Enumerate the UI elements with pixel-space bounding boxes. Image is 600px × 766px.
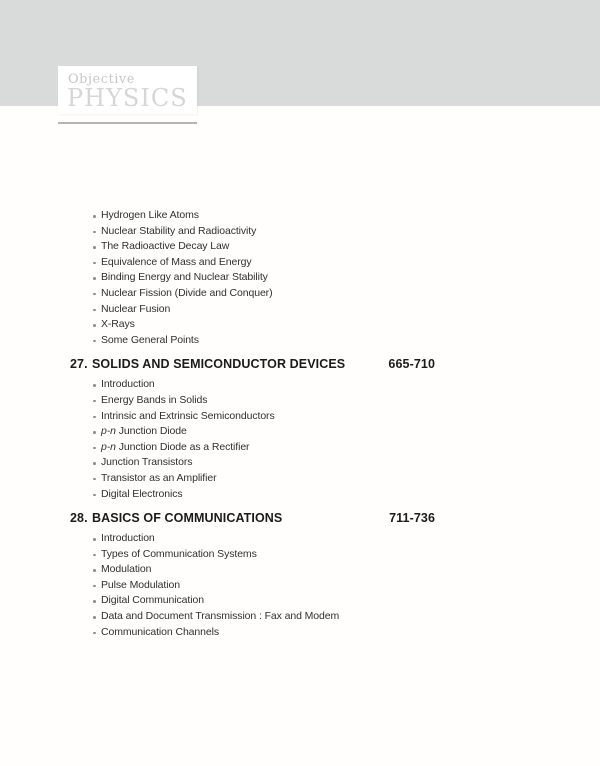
chapter-title: SOLIDS AND SEMICONDUCTOR DEVICES	[92, 357, 346, 372]
toc-item	[0, 424, 600, 440]
chapter-page-range: 665-710	[388, 357, 435, 372]
bullet-icon	[93, 384, 96, 387]
bullet-icon	[93, 632, 96, 635]
chapter-number: 28.	[70, 511, 88, 526]
chapter-heading	[0, 510, 600, 527]
toc-item	[0, 270, 600, 286]
toc-item	[0, 208, 600, 224]
toc-item	[0, 455, 600, 471]
bullet-icon	[93, 600, 96, 603]
toc-item	[0, 409, 600, 425]
toc-item	[0, 255, 600, 271]
toc-item	[0, 547, 600, 563]
toc-item-label: Data and Document Transmission : Fax and Modem	[101, 610, 340, 623]
toc-item	[0, 471, 600, 487]
bullet-icon	[93, 324, 96, 327]
toc-item-italic-prefix: p-n	[101, 425, 116, 438]
bullet-icon	[93, 478, 96, 481]
toc-item	[0, 440, 600, 456]
toc-item	[0, 302, 600, 318]
bullet-icon	[93, 585, 96, 588]
bullet-icon	[93, 293, 96, 296]
bullet-icon	[93, 462, 96, 465]
toc-item-label: Types of Communication Systems	[101, 547, 257, 560]
toc-item-label: Junction Diode as a Rectifier	[115, 440, 250, 453]
bullet-icon	[93, 309, 96, 312]
logo-underline	[58, 122, 197, 124]
toc-item-label: Junction Transistors	[101, 456, 193, 469]
chapter-number: 27.	[70, 357, 88, 372]
toc-item-label: Transistor as an Amplifier	[101, 471, 217, 484]
bullet-icon	[93, 569, 96, 572]
chapter-title: BASICS OF COMMUNICATIONS	[92, 511, 283, 526]
chapter-page-range: 711-736	[389, 511, 435, 526]
toc-item-italic-prefix: p-n	[101, 440, 116, 453]
bullet-icon	[93, 246, 96, 249]
chapter-heading	[0, 356, 600, 373]
toc-item	[0, 487, 600, 503]
toc-item-label: Binding Energy and Nuclear Stability	[101, 271, 268, 284]
logo-physics-text: PHYSICS	[67, 84, 188, 112]
toc-item	[0, 224, 600, 240]
toc-item-label: X-Rays	[101, 318, 135, 331]
toc-item	[0, 578, 600, 594]
toc-item	[0, 377, 600, 393]
toc-item-label: Energy Bands in Solids	[101, 393, 208, 406]
logo	[58, 66, 197, 114]
toc-item	[0, 286, 600, 302]
toc-item	[0, 317, 600, 333]
bullet-icon	[93, 431, 96, 434]
bullet-icon	[93, 554, 96, 557]
toc-item-label: The Radioactive Decay Law	[101, 240, 230, 253]
toc-item-label: Digital Communication	[101, 594, 204, 607]
toc-item-label: Pulse Modulation	[101, 578, 180, 591]
bullet-icon	[93, 494, 96, 497]
bullet-icon	[93, 616, 96, 619]
toc-item	[0, 333, 600, 349]
toc-item-label: Equivalence of Mass and Energy	[101, 255, 252, 268]
bullet-icon	[93, 447, 96, 450]
toc-item	[0, 562, 600, 578]
bullet-icon	[93, 215, 96, 218]
toc-section	[0, 356, 600, 502]
toc-item-label: Modulation	[101, 563, 152, 576]
toc-item-label: Hydrogen Like Atoms	[101, 209, 199, 221]
toc-item-label: Communication Channels	[101, 625, 220, 638]
bullet-icon	[93, 400, 96, 403]
toc-item-label: Some General Points	[101, 333, 199, 346]
toc-item-label: Intrinsic and Extrinsic Semiconductors	[101, 409, 275, 422]
bullet-icon	[93, 538, 96, 541]
bullet-icon	[93, 416, 96, 419]
toc-item	[0, 609, 600, 625]
toc-item-label: Nuclear Fission (Divide and Conquer)	[101, 286, 273, 299]
logo-objective-text: Objective	[68, 72, 135, 87]
bullet-icon	[93, 231, 96, 234]
toc-item-label: Introduction	[101, 378, 155, 391]
toc-item-label: Nuclear Stability and Radioactivity	[101, 224, 257, 237]
toc-section	[0, 208, 600, 348]
toc-item-label: Digital Electronics	[101, 487, 183, 500]
bullet-icon	[93, 340, 96, 343]
toc-item-label: Junction Diode	[115, 425, 187, 438]
toc-item	[0, 625, 600, 641]
bullet-icon	[93, 262, 96, 265]
toc-item-label: Introduction	[101, 532, 155, 545]
toc-item	[0, 393, 600, 409]
toc-item	[0, 531, 600, 547]
toc-section	[0, 510, 600, 640]
toc-item-label: Nuclear Fusion	[101, 302, 171, 315]
toc-item	[0, 239, 600, 255]
toc	[0, 208, 600, 640]
bullet-icon	[93, 277, 96, 280]
toc-item	[0, 593, 600, 609]
